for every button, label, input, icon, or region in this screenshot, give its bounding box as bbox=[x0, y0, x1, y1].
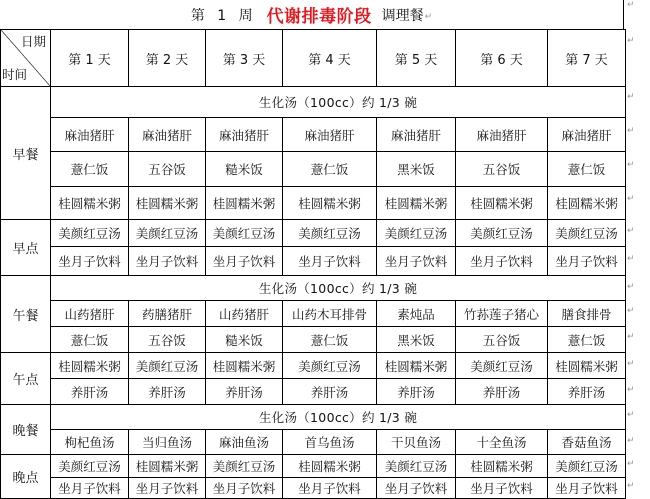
afternoon-snack-row bbox=[1, 379, 626, 405]
dish-cell: 坐月子饮料 bbox=[129, 247, 206, 276]
corner-time-label: 时间 bbox=[2, 67, 28, 82]
dish-cell: 桂圆糯米粥 bbox=[283, 455, 377, 478]
table-title bbox=[0, 0, 624, 29]
day-header-2: 第 2 天 bbox=[129, 30, 206, 87]
dish-cell: 美颜红豆汤 bbox=[548, 220, 626, 247]
return-mark-icon: ↵ bbox=[627, 36, 635, 46]
dish-cell: 坐月子饮料 bbox=[548, 247, 626, 276]
dish-cell: 桂圆糯米粥 bbox=[456, 187, 548, 220]
return-mark-icon: ↵ bbox=[627, 385, 635, 395]
dish-cell: 美颜红豆汤 bbox=[456, 220, 548, 247]
dish-cell: 养肝汤 bbox=[283, 379, 377, 405]
dish-cell: 美颜红豆汤 bbox=[377, 455, 456, 478]
morning-snack-row bbox=[1, 220, 626, 247]
dish-cell: 养肝汤 bbox=[129, 379, 206, 405]
dish-cell: 山药猪肝 bbox=[51, 301, 129, 327]
day-header-4: 第 4 天 bbox=[283, 30, 377, 87]
soup-cell: 生化汤（100cc）约 1/3 碗 bbox=[51, 87, 626, 118]
meal-plan-table bbox=[0, 29, 626, 499]
dish-cell: 坐月子饮料 bbox=[283, 478, 377, 499]
day-header-3: 第 3 天 bbox=[206, 30, 283, 87]
dish-cell: 美颜红豆汤 bbox=[51, 455, 129, 478]
dish-cell: 桂圆糯米粥 bbox=[51, 187, 129, 220]
dish-cell: 麻油猪肝 bbox=[548, 118, 626, 152]
dish-cell: 薏仁饭 bbox=[548, 327, 626, 353]
dish-cell: 糙米饭 bbox=[206, 327, 283, 353]
corner-date-label: 日期 bbox=[20, 34, 46, 49]
dish-cell: 桂圆糯米粥 bbox=[377, 353, 456, 379]
return-mark-icon: ↵ bbox=[627, 254, 635, 264]
meal-label-morning-snack: 早点 bbox=[1, 220, 51, 276]
day-header-6: 第 6 天 bbox=[456, 30, 548, 87]
dish-cell: 薏仁饭 bbox=[51, 327, 129, 353]
soup-cell: 生化汤（100cc）约 1/3 碗 bbox=[51, 405, 626, 430]
week-label: 第 1 周 bbox=[190, 7, 257, 24]
return-mark-icon: ↵ bbox=[627, 282, 635, 292]
dinner-row bbox=[1, 430, 626, 455]
dish-cell: 养肝汤 bbox=[548, 379, 626, 405]
night-snack-row bbox=[1, 455, 626, 478]
dish-cell: 薏仁饭 bbox=[51, 152, 129, 187]
dish-cell: 桂圆糯米粥 bbox=[206, 353, 283, 379]
dish-cell: 桂圆糯米粥 bbox=[129, 455, 206, 478]
dish-cell: 黑米饭 bbox=[377, 152, 456, 187]
return-mark-icon: ↵ bbox=[627, 92, 635, 102]
dish-cell: 美颜红豆汤 bbox=[456, 353, 548, 379]
dish-cell: 薏仁饭 bbox=[548, 152, 626, 187]
day-header-5: 第 5 天 bbox=[377, 30, 456, 87]
dish-cell: 麻油猪肝 bbox=[206, 118, 283, 152]
dish-cell: 素炖品 bbox=[377, 301, 456, 327]
return-mark-icon: ↵ bbox=[627, 226, 635, 236]
return-mark-icon: ↵ bbox=[627, 359, 635, 369]
breakfast-row bbox=[1, 187, 626, 220]
dish-cell: 桂圆糯米粥 bbox=[206, 187, 283, 220]
return-mark-icon: ↵ bbox=[627, 126, 635, 136]
dish-cell: 美颜红豆汤 bbox=[548, 455, 626, 478]
dish-cell: 桂圆糯米粥 bbox=[456, 455, 548, 478]
dish-cell: 坐月子饮料 bbox=[377, 478, 456, 499]
meal-label-dinner: 晚餐 bbox=[1, 405, 51, 455]
return-mark-icon: ↵ bbox=[627, 332, 635, 342]
dish-cell: 养肝汤 bbox=[206, 379, 283, 405]
dish-cell: 坐月子饮料 bbox=[456, 247, 548, 276]
lunch-soup-row bbox=[1, 276, 626, 301]
return-mark-icon: ↵ bbox=[627, 481, 635, 491]
soup-cell: 生化汤（100cc）约 1/3 碗 bbox=[51, 276, 626, 301]
dish-cell: 山药猪肝 bbox=[206, 301, 283, 327]
dish-cell: 坐月子饮料 bbox=[206, 478, 283, 499]
dish-cell: 竹荪莲子猪心 bbox=[456, 301, 548, 327]
return-mark-icon: ↵ bbox=[627, 194, 635, 204]
dish-cell: 膳食排骨 bbox=[548, 301, 626, 327]
dish-cell: 桂圆糯米粥 bbox=[377, 187, 456, 220]
return-mark-icon: ↵ bbox=[424, 11, 433, 22]
dish-cell: 麻油猪肝 bbox=[377, 118, 456, 152]
dish-cell: 桂圆糯米粥 bbox=[548, 187, 626, 220]
return-mark-icon: ↵ bbox=[627, 160, 635, 170]
dish-cell: 药膳猪肝 bbox=[129, 301, 206, 327]
dish-cell: 干贝鱼汤 bbox=[377, 430, 456, 455]
dish-cell: 五谷饭 bbox=[456, 327, 548, 353]
dish-cell: 十全鱼汤 bbox=[456, 430, 548, 455]
dish-cell: 桂圆糯米粥 bbox=[283, 187, 377, 220]
lunch-row bbox=[1, 327, 626, 353]
dish-cell: 山药木耳排骨 bbox=[283, 301, 377, 327]
meal-label-night-snack: 晚点 bbox=[1, 455, 51, 499]
meal-label-afternoon-snack: 午点 bbox=[1, 353, 51, 405]
dish-cell: 五谷饭 bbox=[456, 152, 548, 187]
dish-cell: 薏仁饭 bbox=[283, 152, 377, 187]
dish-cell: 坐月子饮料 bbox=[51, 247, 129, 276]
dinner-soup-row bbox=[1, 405, 626, 430]
dish-cell: 薏仁饭 bbox=[283, 327, 377, 353]
dish-cell: 坐月子饮料 bbox=[206, 247, 283, 276]
dish-cell: 美颜红豆汤 bbox=[283, 353, 377, 379]
return-mark-icon: ↵ bbox=[627, 0, 635, 10]
afternoon-snack-row bbox=[1, 353, 626, 379]
dish-cell: 枸杞鱼汤 bbox=[51, 430, 129, 455]
dish-cell: 坐月子饮料 bbox=[283, 247, 377, 276]
breakfast-row bbox=[1, 152, 626, 187]
dish-cell: 美颜红豆汤 bbox=[129, 353, 206, 379]
dish-cell: 麻油鱼汤 bbox=[206, 430, 283, 455]
dish-cell: 坐月子饮料 bbox=[377, 247, 456, 276]
return-mark-icon: ↵ bbox=[627, 459, 635, 469]
dish-cell: 美颜红豆汤 bbox=[283, 220, 377, 247]
day-header-7: 第 7 天 bbox=[548, 30, 626, 87]
dish-cell: 桂圆糯米粥 bbox=[548, 353, 626, 379]
dish-cell: 美颜红豆汤 bbox=[206, 220, 283, 247]
dish-cell: 当归鱼汤 bbox=[129, 430, 206, 455]
breakfast-row bbox=[1, 118, 626, 152]
morning-snack-row bbox=[1, 247, 626, 276]
phase-title: 代谢排毒阶段 bbox=[266, 7, 372, 27]
dish-cell: 麻油猪肝 bbox=[283, 118, 377, 152]
dish-cell: 麻油猪肝 bbox=[129, 118, 206, 152]
dish-cell: 坐月子饮料 bbox=[129, 478, 206, 499]
meal-label-breakfast: 早餐 bbox=[1, 87, 51, 220]
dish-cell: 麻油猪肝 bbox=[51, 118, 129, 152]
dish-cell: 美颜红豆汤 bbox=[206, 455, 283, 478]
dish-cell: 坐月子饮料 bbox=[456, 478, 548, 499]
dish-cell: 坐月子饮料 bbox=[548, 478, 626, 499]
header-row bbox=[1, 30, 626, 87]
dish-cell: 美颜红豆汤 bbox=[377, 220, 456, 247]
return-mark-icon: ↵ bbox=[627, 306, 635, 316]
lunch-row bbox=[1, 301, 626, 327]
dish-cell: 美颜红豆汤 bbox=[129, 220, 206, 247]
dish-cell: 美颜红豆汤 bbox=[51, 220, 129, 247]
dish-cell: 养肝汤 bbox=[456, 379, 548, 405]
dish-cell: 香菇鱼汤 bbox=[548, 430, 626, 455]
dish-cell: 首乌鱼汤 bbox=[283, 430, 377, 455]
meal-label-lunch: 午餐 bbox=[1, 276, 51, 353]
dish-cell: 五谷饭 bbox=[129, 152, 206, 187]
dish-cell: 黑米饭 bbox=[377, 327, 456, 353]
dish-cell: 麻油猪肝 bbox=[456, 118, 548, 152]
title-suffix: 调理餐↵ bbox=[381, 7, 433, 24]
dish-cell: 养肝汤 bbox=[51, 379, 129, 405]
corner-header-cell bbox=[1, 30, 51, 87]
return-mark-icon: ↵ bbox=[627, 410, 635, 420]
dish-cell: 桂圆糯米粥 bbox=[129, 187, 206, 220]
dish-cell: 桂圆糯米粥 bbox=[51, 353, 129, 379]
dish-cell: 坐月子饮料 bbox=[51, 478, 129, 499]
breakfast-soup-row bbox=[1, 87, 626, 118]
dish-cell: 养肝汤 bbox=[377, 379, 456, 405]
dish-cell: 糙米饭 bbox=[206, 152, 283, 187]
return-mark-icon: ↵ bbox=[627, 436, 635, 446]
night-snack-row bbox=[1, 478, 626, 499]
day-header-1: 第 1 天 bbox=[51, 30, 129, 87]
dish-cell: 五谷饭 bbox=[129, 327, 206, 353]
